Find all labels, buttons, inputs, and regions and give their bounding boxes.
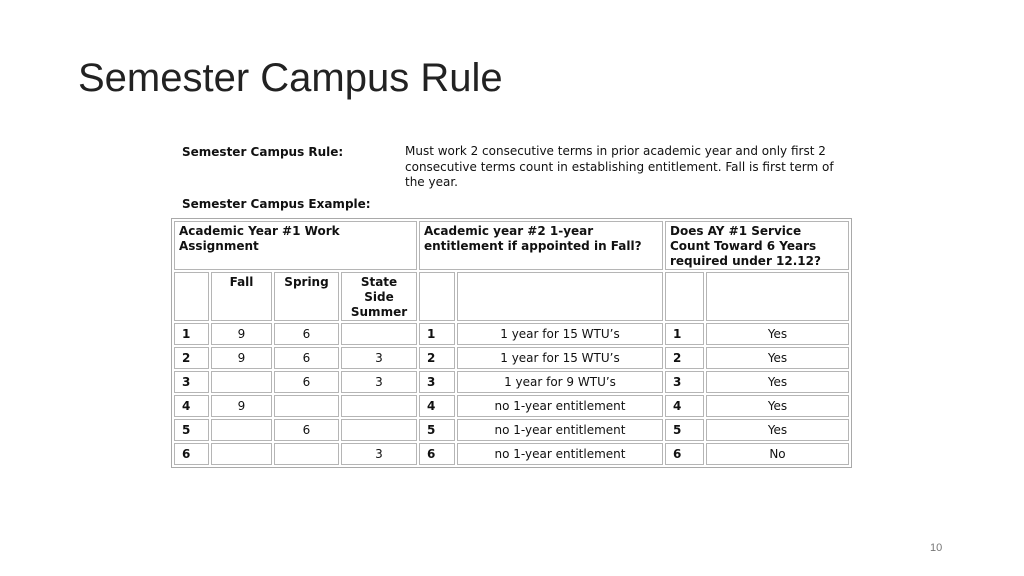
header-ay1: Academic Year #1 Work Assignment	[174, 221, 417, 270]
header-service: Does AY #1 Service Count Toward 6 Years required under 12.12?	[665, 221, 849, 270]
summer-cell	[341, 323, 417, 345]
spring-cell	[274, 443, 339, 465]
service-number-cell: 6	[665, 443, 704, 465]
summer-cell	[341, 419, 417, 441]
entitlement-cell: 1 year for 9 WTU’s	[457, 371, 663, 393]
service-number-cell: 5	[665, 419, 704, 441]
subheader-spring: Spring	[274, 272, 339, 321]
row-number-cell: 4	[174, 395, 209, 417]
subheader-blank	[706, 272, 849, 321]
table-row	[174, 347, 849, 369]
entitlement-cell: no 1-year entitlement	[457, 395, 663, 417]
fall-cell: 9	[211, 347, 272, 369]
example-table-container	[171, 218, 852, 468]
ay2-number-cell: 6	[419, 443, 455, 465]
entitlement-cell: 1 year for 15 WTU’s	[457, 323, 663, 345]
rule-label: Semester Campus Rule:	[182, 145, 344, 159]
header-row	[174, 221, 849, 270]
row-number-cell: 6	[174, 443, 209, 465]
fall-cell	[211, 371, 272, 393]
table-row	[174, 419, 849, 441]
fall-cell: 9	[211, 323, 272, 345]
table-row	[174, 443, 849, 465]
entitlement-cell: no 1-year entitlement	[457, 419, 663, 441]
ay2-number-cell: 2	[419, 347, 455, 369]
ay2-number-cell: 4	[419, 395, 455, 417]
service-number-cell: 2	[665, 347, 704, 369]
spring-cell	[274, 395, 339, 417]
spring-cell: 6	[274, 419, 339, 441]
subheader-blank	[174, 272, 209, 321]
entitlement-cell: no 1-year entitlement	[457, 443, 663, 465]
table-row	[174, 323, 849, 345]
row-number-cell: 5	[174, 419, 209, 441]
subheader-row	[174, 272, 849, 321]
example-table	[171, 218, 852, 468]
header-ay2: Academic year #2 1-year entitlement if appointed in Fall?	[419, 221, 663, 270]
counts-cell: Yes	[706, 323, 849, 345]
summer-cell	[341, 395, 417, 417]
subheader-summer: State Side Summer	[341, 272, 417, 321]
summer-cell: 3	[341, 443, 417, 465]
counts-cell: Yes	[706, 419, 849, 441]
service-number-cell: 3	[665, 371, 704, 393]
counts-cell: Yes	[706, 371, 849, 393]
slide-title: Semester Campus Rule	[78, 56, 503, 100]
counts-cell: Yes	[706, 395, 849, 417]
fall-cell: 9	[211, 395, 272, 417]
subheader-fall: Fall	[211, 272, 272, 321]
spring-cell: 6	[274, 323, 339, 345]
row-number-cell: 1	[174, 323, 209, 345]
table-row	[174, 395, 849, 417]
subheader-blank	[457, 272, 663, 321]
fall-cell	[211, 443, 272, 465]
summer-cell: 3	[341, 347, 417, 369]
spring-cell: 6	[274, 347, 339, 369]
counts-cell: No	[706, 443, 849, 465]
ay2-number-cell: 3	[419, 371, 455, 393]
rule-text: Must work 2 consecutive terms in prior academic year and only first 2 consecutive terms count in establishing entitlement. Fall is first term of the year.	[405, 144, 834, 189]
example-label: Semester Campus Example:	[182, 197, 371, 211]
service-number-cell: 4	[665, 395, 704, 417]
service-number-cell: 1	[665, 323, 704, 345]
subheader-blank	[419, 272, 455, 321]
subheader-blank	[665, 272, 704, 321]
page-number: 10	[930, 542, 943, 554]
ay2-number-cell: 1	[419, 323, 455, 345]
summer-cell: 3	[341, 371, 417, 393]
ay2-number-cell: 5	[419, 419, 455, 441]
fall-cell	[211, 419, 272, 441]
spring-cell: 6	[274, 371, 339, 393]
entitlement-cell: 1 year for 15 WTU’s	[457, 347, 663, 369]
table-row	[174, 371, 849, 393]
row-number-cell: 2	[174, 347, 209, 369]
row-number-cell: 3	[174, 371, 209, 393]
counts-cell: Yes	[706, 347, 849, 369]
